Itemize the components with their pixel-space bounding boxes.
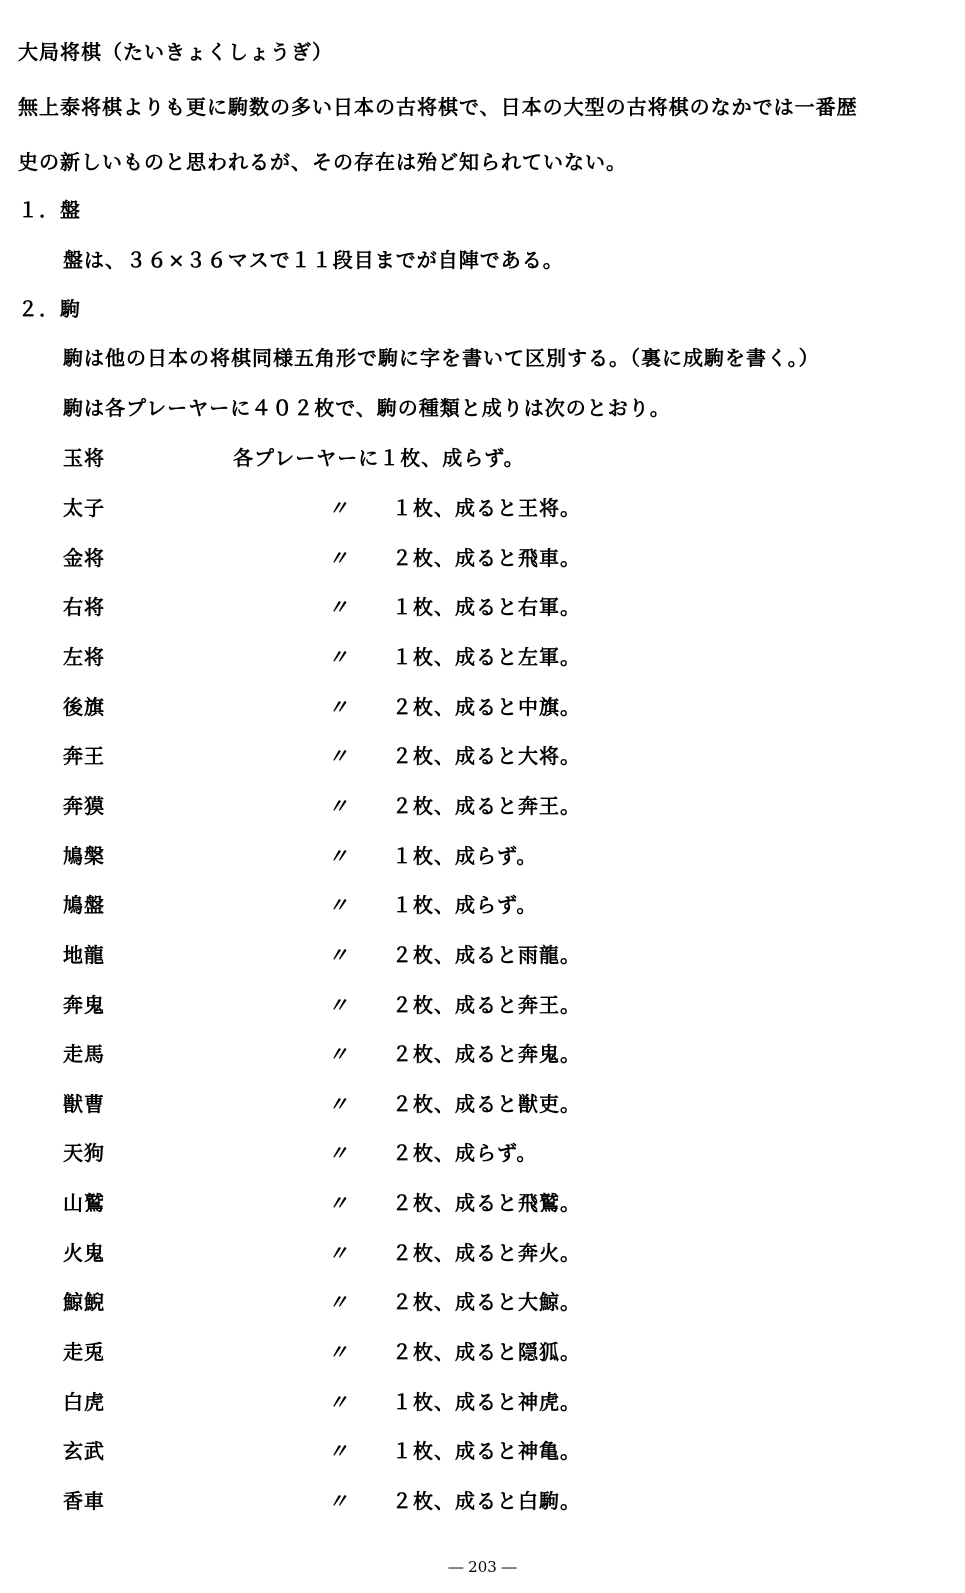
piece-description: １枚、成らず。 [392, 893, 538, 917]
section-2-body-line-1: 駒は他の日本の将棋同様五角形で駒に字を書いて区別する。（裏に成駒を書く。） [63, 346, 820, 370]
piece-name: 右将 [63, 595, 105, 619]
ditto-mark: 〃 [328, 893, 348, 917]
piece-name: 火鬼 [63, 1241, 105, 1265]
document-title: 大局将棋（たいきょくしょうぎ） [18, 40, 333, 64]
piece-name: 白虎 [63, 1390, 105, 1414]
ditto-mark: 〃 [328, 1489, 348, 1513]
piece-description: ２枚、成ると奔鬼。 [392, 1042, 581, 1066]
ditto-mark: 〃 [328, 744, 348, 768]
piece-description: ２枚、成ると隠狐。 [392, 1340, 581, 1364]
piece-name: 走馬 [63, 1042, 105, 1066]
ditto-mark: 〃 [328, 695, 348, 719]
piece-description: ２枚、成ると奔王。 [392, 794, 581, 818]
piece-description: 各プレーヤーに１枚、成らず。 [233, 446, 525, 470]
ditto-mark: 〃 [328, 1042, 348, 1066]
piece-description: ２枚、成ると獣吏。 [392, 1092, 581, 1116]
piece-description: ２枚、成ると飛鷲。 [392, 1191, 581, 1215]
piece-name: 鯨鯢 [63, 1290, 105, 1314]
ditto-mark: 〃 [328, 1141, 348, 1165]
ditto-mark: 〃 [328, 546, 348, 570]
piece-description: １枚、成ると神虎。 [392, 1390, 581, 1414]
piece-name: 走兎 [63, 1340, 105, 1364]
piece-description: ２枚、成ると奔火。 [392, 1241, 581, 1265]
piece-name: 天狗 [63, 1141, 105, 1165]
piece-description: １枚、成ると左軍。 [392, 645, 581, 669]
piece-name: 鳩盤 [63, 893, 105, 917]
ditto-mark: 〃 [328, 1340, 348, 1364]
ditto-mark: 〃 [328, 1241, 348, 1265]
piece-description: ２枚、成ると雨龍。 [392, 943, 581, 967]
piece-description: １枚、成ると王将。 [392, 496, 581, 520]
ditto-mark: 〃 [328, 943, 348, 967]
piece-name: 左将 [63, 645, 105, 669]
page-number: ― 203 ― [448, 1558, 517, 1576]
section-1-heading: １．盤 [18, 198, 81, 222]
piece-description: ２枚、成ると大鯨。 [392, 1290, 581, 1314]
piece-name: 獣曹 [63, 1092, 105, 1116]
ditto-mark: 〃 [328, 993, 348, 1017]
piece-description: ２枚、成ると大将。 [392, 744, 581, 768]
piece-name: 玉将 [63, 446, 105, 470]
piece-name: 奔王 [63, 744, 105, 768]
piece-description: ２枚、成ると中旗。 [392, 695, 581, 719]
ditto-mark: 〃 [328, 645, 348, 669]
piece-name: 奔鬼 [63, 993, 105, 1017]
section-2-body-line-2: 駒は各プレーヤーに４０２枚で、駒の種類と成りは次のとおり。 [63, 396, 671, 420]
ditto-mark: 〃 [328, 1191, 348, 1215]
piece-name: 地龍 [63, 943, 105, 967]
piece-description: ２枚、成らず。 [392, 1141, 538, 1165]
piece-description: １枚、成らず。 [392, 844, 538, 868]
ditto-mark: 〃 [328, 1092, 348, 1116]
piece-description: １枚、成ると右軍。 [392, 595, 581, 619]
piece-name: 金将 [63, 546, 105, 570]
ditto-mark: 〃 [328, 496, 348, 520]
piece-description: ２枚、成ると飛車。 [392, 546, 581, 570]
ditto-mark: 〃 [328, 1390, 348, 1414]
piece-name: 太子 [63, 496, 105, 520]
piece-name: 香車 [63, 1489, 105, 1513]
intro-line-1: 無上泰将棋よりも更に駒数の多い日本の古将棋で、日本の大型の古将棋のなかでは一番歴 [18, 95, 858, 119]
piece-description: ２枚、成ると白駒。 [392, 1489, 581, 1513]
ditto-mark: 〃 [328, 595, 348, 619]
piece-description: １枚、成ると神亀。 [392, 1439, 581, 1463]
ditto-mark: 〃 [328, 1290, 348, 1314]
piece-name: 後旗 [63, 695, 105, 719]
piece-name: 奔獏 [63, 794, 105, 818]
piece-name: 山鷲 [63, 1191, 105, 1215]
ditto-mark: 〃 [328, 1439, 348, 1463]
intro-line-2: 史の新しいものと思われるが、その存在は殆ど知られていない。 [18, 150, 627, 174]
piece-name: 鳩槃 [63, 844, 105, 868]
piece-name: 玄武 [63, 1439, 105, 1463]
ditto-mark: 〃 [328, 794, 348, 818]
section-2-heading: ２．駒 [18, 297, 81, 321]
piece-description: ２枚、成ると奔王。 [392, 993, 581, 1017]
section-1-body: 盤は、３６×３６マスで１１段目までが自陣である。 [63, 248, 564, 272]
ditto-mark: 〃 [328, 844, 348, 868]
